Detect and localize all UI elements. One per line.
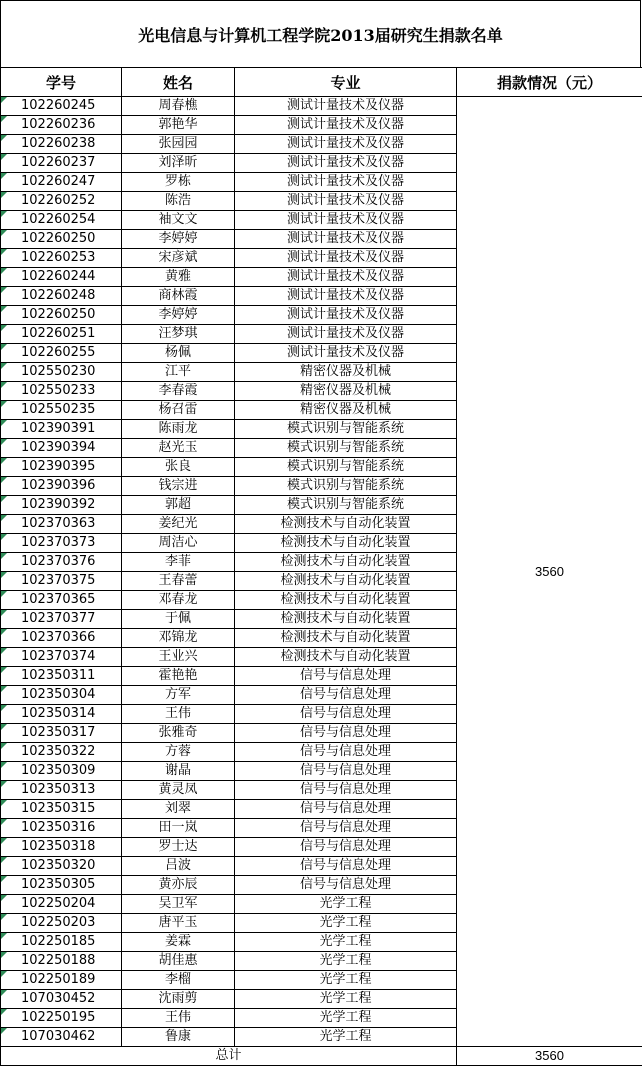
number-stored-as-text-indicator-icon: [1, 781, 7, 787]
header-student-id[interactable]: 学号: [1, 68, 122, 97]
student-id-text: 102350305: [21, 877, 96, 892]
student-id-text: 102260238: [21, 136, 96, 151]
student-id-cell[interactable]: [1, 686, 122, 705]
student-name-cell[interactable]: 刘泽昕: [122, 154, 235, 173]
student-name-cell[interactable]: 姜霖: [122, 933, 235, 952]
student-id-cell[interactable]: [1, 268, 122, 287]
number-stored-as-text-indicator-icon: [1, 610, 7, 616]
major-cell[interactable]: 精密仪器及机械: [235, 363, 457, 382]
major-cell[interactable]: 信号与信息处理: [235, 819, 457, 838]
student-id-cell[interactable]: [1, 382, 122, 401]
student-id-cell[interactable]: [1, 135, 122, 154]
student-id-text: 102350313: [21, 782, 96, 797]
student-id-text: 102370377: [21, 611, 96, 626]
student-name-cell[interactable]: 谢晶: [122, 762, 235, 781]
number-stored-as-text-indicator-icon: [1, 401, 7, 407]
student-id-text: 102250203: [21, 915, 96, 930]
student-id-cell[interactable]: [1, 97, 122, 116]
student-id-text: 102350322: [21, 744, 96, 759]
student-id-text: 102350320: [21, 858, 96, 873]
student-id-text: 102260245: [21, 98, 96, 113]
student-id-text: 102260252: [21, 193, 96, 208]
student-name-cell[interactable]: 于佩: [122, 610, 235, 629]
major-cell[interactable]: 光学工程: [235, 1028, 457, 1047]
student-name-cell[interactable]: 罗士达: [122, 838, 235, 857]
student-id-cell[interactable]: [1, 781, 122, 800]
student-id-cell[interactable]: [1, 496, 122, 515]
student-name-cell[interactable]: 黄雅: [122, 268, 235, 287]
student-id-cell[interactable]: [1, 515, 122, 534]
student-id-cell[interactable]: [1, 1009, 122, 1028]
total-label-cell[interactable]: 总计: [1, 1047, 457, 1066]
number-stored-as-text-indicator-icon: [1, 629, 7, 635]
major-cell[interactable]: 测试计量技术及仪器: [235, 306, 457, 325]
student-name-cell[interactable]: 张良: [122, 458, 235, 477]
student-name-cell[interactable]: 赵光玉: [122, 439, 235, 458]
major-cell[interactable]: 测试计量技术及仪器: [235, 211, 457, 230]
number-stored-as-text-indicator-icon: [1, 173, 7, 179]
number-stored-as-text-indicator-icon: [1, 971, 7, 977]
major-cell[interactable]: 信号与信息处理: [235, 857, 457, 876]
major-cell[interactable]: 精密仪器及机械: [235, 401, 457, 420]
student-name-cell[interactable]: 李春霞: [122, 382, 235, 401]
number-stored-as-text-indicator-icon: [1, 97, 7, 103]
student-id-cell[interactable]: [1, 800, 122, 819]
student-id-text: 102350318: [21, 839, 96, 854]
major-cell[interactable]: 测试计量技术及仪器: [235, 116, 457, 135]
student-name-cell[interactable]: 杨佩: [122, 344, 235, 363]
number-stored-as-text-indicator-icon: [1, 724, 7, 730]
student-name-cell[interactable]: 周春樵: [122, 97, 235, 116]
major-cell[interactable]: 信号与信息处理: [235, 686, 457, 705]
number-stored-as-text-indicator-icon: [1, 572, 7, 578]
student-id-text: 102250185: [21, 934, 96, 949]
number-stored-as-text-indicator-icon: [1, 116, 7, 122]
number-stored-as-text-indicator-icon: [1, 990, 7, 996]
student-id-cell[interactable]: [1, 553, 122, 572]
student-id-cell[interactable]: [1, 591, 122, 610]
student-name-cell[interactable]: 钱宗进: [122, 477, 235, 496]
number-stored-as-text-indicator-icon: [1, 325, 7, 331]
student-name-cell[interactable]: 邓春龙: [122, 591, 235, 610]
major-cell[interactable]: 测试计量技术及仪器: [235, 154, 457, 173]
number-stored-as-text-indicator-icon: [1, 686, 7, 692]
student-id-text: 102260254: [21, 212, 96, 227]
number-stored-as-text-indicator-icon: [1, 249, 7, 255]
major-cell[interactable]: 检测技术与自动化装置: [235, 629, 457, 648]
major-cell[interactable]: 检测技术与自动化装置: [235, 591, 457, 610]
student-id-text: 102350316: [21, 820, 96, 835]
student-id-text: 102260236: [21, 117, 96, 132]
student-id-text: 102250189: [21, 972, 96, 987]
major-cell[interactable]: 光学工程: [235, 895, 457, 914]
major-cell[interactable]: 测试计量技术及仪器: [235, 249, 457, 268]
student-id-cell[interactable]: [1, 724, 122, 743]
student-id-text: 102370365: [21, 592, 96, 607]
number-stored-as-text-indicator-icon: [1, 363, 7, 369]
number-stored-as-text-indicator-icon: [1, 287, 7, 293]
major-cell[interactable]: 光学工程: [235, 971, 457, 990]
student-id-cell[interactable]: [1, 287, 122, 306]
student-id-text: 102370366: [21, 630, 96, 645]
student-name-cell[interactable]: 商林霞: [122, 287, 235, 306]
major-cell[interactable]: 光学工程: [235, 933, 457, 952]
number-stored-as-text-indicator-icon: [1, 952, 7, 958]
student-id-cell[interactable]: [1, 534, 122, 553]
student-name-cell[interactable]: 王伟: [122, 705, 235, 724]
student-id-cell[interactable]: [1, 819, 122, 838]
student-name-cell[interactable]: 李榴: [122, 971, 235, 990]
student-id-cell[interactable]: [1, 648, 122, 667]
number-stored-as-text-indicator-icon: [1, 135, 7, 141]
number-stored-as-text-indicator-icon: [1, 762, 7, 768]
student-id-cell[interactable]: [1, 154, 122, 173]
student-id-text: 102260250: [21, 231, 96, 246]
student-name-cell[interactable]: 唐平玉: [122, 914, 235, 933]
student-name-cell[interactable]: 郭艳华: [122, 116, 235, 135]
number-stored-as-text-indicator-icon: [1, 439, 7, 445]
student-name-cell[interactable]: 田一岚: [122, 819, 235, 838]
number-stored-as-text-indicator-icon: [1, 553, 7, 559]
student-id-cell[interactable]: [1, 876, 122, 895]
header-donation[interactable]: 捐款情况（元）: [457, 68, 642, 97]
major-cell[interactable]: 检测技术与自动化装置: [235, 610, 457, 629]
student-name-cell[interactable]: 黄灵凤: [122, 781, 235, 800]
major-cell[interactable]: 检测技术与自动化装置: [235, 648, 457, 667]
header-major[interactable]: 专业: [235, 68, 457, 97]
student-id-cell[interactable]: [1, 857, 122, 876]
student-id-cell[interactable]: [1, 477, 122, 496]
student-id-text: 102370376: [21, 554, 96, 569]
student-id-text: 102260253: [21, 250, 96, 265]
page-title: 光电信息与计算机工程学院2013届研究生捐款名单: [0, 0, 641, 67]
student-id-cell[interactable]: [1, 762, 122, 781]
student-id-cell[interactable]: [1, 667, 122, 686]
major-cell[interactable]: 光学工程: [235, 990, 457, 1009]
student-name-cell[interactable]: 刘翠: [122, 800, 235, 819]
student-name-cell[interactable]: 黄亦辰: [122, 876, 235, 895]
student-id-text: 102550235: [21, 402, 96, 417]
number-stored-as-text-indicator-icon: [1, 648, 7, 654]
number-stored-as-text-indicator-icon: [1, 154, 7, 160]
student-id-cell[interactable]: [1, 116, 122, 135]
student-id-cell[interactable]: [1, 325, 122, 344]
student-name-cell[interactable]: 霍艳艳: [122, 667, 235, 686]
major-cell[interactable]: 信号与信息处理: [235, 705, 457, 724]
student-id-text: 102390391: [21, 421, 96, 436]
student-id-text: 107030452: [21, 991, 96, 1006]
major-cell[interactable]: 测试计量技术及仪器: [235, 287, 457, 306]
student-id-cell[interactable]: [1, 344, 122, 363]
major-cell[interactable]: 信号与信息处理: [235, 838, 457, 857]
major-cell[interactable]: 测试计量技术及仪器: [235, 230, 457, 249]
student-id-text: 102250195: [21, 1010, 96, 1025]
student-id-cell[interactable]: [1, 230, 122, 249]
number-stored-as-text-indicator-icon: [1, 211, 7, 217]
student-name-cell[interactable]: 李菲: [122, 553, 235, 572]
major-cell[interactable]: 精密仪器及机械: [235, 382, 457, 401]
donation-amount-merged-cell[interactable]: 3560: [457, 97, 642, 1047]
student-name-cell[interactable]: 吕波: [122, 857, 235, 876]
student-id-cell[interactable]: [1, 952, 122, 971]
student-id-text: 102350311: [21, 668, 96, 683]
student-name-cell[interactable]: 邓锦龙: [122, 629, 235, 648]
student-id-text: 102250188: [21, 953, 96, 968]
student-id-text: 102260244: [21, 269, 96, 284]
major-cell[interactable]: 信号与信息处理: [235, 743, 457, 762]
student-name-cell[interactable]: 陈雨龙: [122, 420, 235, 439]
table-row: [1, 97, 642, 116]
student-name-cell[interactable]: 李婷婷: [122, 230, 235, 249]
number-stored-as-text-indicator-icon: [1, 667, 7, 673]
student-id-text: 102350314: [21, 706, 96, 721]
total-value-cell[interactable]: 3560: [457, 1047, 642, 1066]
student-name-cell[interactable]: 陈浩: [122, 192, 235, 211]
student-id-cell[interactable]: [1, 838, 122, 857]
number-stored-as-text-indicator-icon: [1, 477, 7, 483]
number-stored-as-text-indicator-icon: [1, 344, 7, 350]
student-id-cell[interactable]: [1, 306, 122, 325]
student-name-cell[interactable]: 张雅奇: [122, 724, 235, 743]
donation-table: [0, 67, 642, 1066]
number-stored-as-text-indicator-icon: [1, 800, 7, 806]
student-name-cell[interactable]: 李婷婷: [122, 306, 235, 325]
major-cell[interactable]: 信号与信息处理: [235, 800, 457, 819]
student-name-cell[interactable]: 王春蕾: [122, 572, 235, 591]
number-stored-as-text-indicator-icon: [1, 496, 7, 502]
student-id-cell[interactable]: [1, 914, 122, 933]
student-id-cell[interactable]: [1, 363, 122, 382]
student-id-text: 102390392: [21, 497, 96, 512]
student-id-text: 102550233: [21, 383, 96, 398]
student-id-text: 102260247: [21, 174, 96, 189]
student-name-cell[interactable]: 姜纪光: [122, 515, 235, 534]
number-stored-as-text-indicator-icon: [1, 933, 7, 939]
student-id-cell[interactable]: [1, 249, 122, 268]
number-stored-as-text-indicator-icon: [1, 819, 7, 825]
student-id-text: 102370375: [21, 573, 96, 588]
student-id-text: 102260255: [21, 345, 96, 360]
student-id-text: 102350304: [21, 687, 96, 702]
major-cell[interactable]: 模式识别与智能系统: [235, 458, 457, 477]
student-name-cell[interactable]: 方蓉: [122, 743, 235, 762]
student-id-text: 102370373: [21, 535, 96, 550]
student-id-cell[interactable]: [1, 1028, 122, 1047]
student-name-cell[interactable]: 汪梦琪: [122, 325, 235, 344]
major-cell[interactable]: 信号与信息处理: [235, 667, 457, 686]
student-id-cell[interactable]: [1, 971, 122, 990]
student-id-text: 102390394: [21, 440, 96, 455]
student-name-cell[interactable]: 周洁心: [122, 534, 235, 553]
student-id-cell[interactable]: [1, 420, 122, 439]
student-id-text: 102370374: [21, 649, 96, 664]
student-id-text: 107030462: [21, 1029, 96, 1044]
student-name-cell[interactable]: 江平: [122, 363, 235, 382]
number-stored-as-text-indicator-icon: [1, 534, 7, 540]
student-id-text: 102350309: [21, 763, 96, 778]
major-cell[interactable]: 光学工程: [235, 952, 457, 971]
number-stored-as-text-indicator-icon: [1, 914, 7, 920]
major-cell[interactable]: 光学工程: [235, 1009, 457, 1028]
student-id-cell[interactable]: [1, 173, 122, 192]
student-name-cell[interactable]: 王业兴: [122, 648, 235, 667]
student-id-text: 102350315: [21, 801, 96, 816]
number-stored-as-text-indicator-icon: [1, 420, 7, 426]
major-cell[interactable]: 测试计量技术及仪器: [235, 268, 457, 287]
student-id-text: 102350317: [21, 725, 96, 740]
major-cell[interactable]: 检测技术与自动化装置: [235, 515, 457, 534]
major-cell[interactable]: 测试计量技术及仪器: [235, 344, 457, 363]
number-stored-as-text-indicator-icon: [1, 230, 7, 236]
student-id-cell[interactable]: [1, 629, 122, 648]
student-id-text: 102260248: [21, 288, 96, 303]
student-id-cell[interactable]: [1, 401, 122, 420]
student-name-cell[interactable]: 沈雨剪: [122, 990, 235, 1009]
major-cell[interactable]: 光学工程: [235, 914, 457, 933]
student-id-text: 102390395: [21, 459, 96, 474]
student-id-cell[interactable]: [1, 933, 122, 952]
major-cell[interactable]: 模式识别与智能系统: [235, 439, 457, 458]
major-cell[interactable]: 检测技术与自动化装置: [235, 572, 457, 591]
student-id-cell[interactable]: [1, 743, 122, 762]
major-cell[interactable]: 测试计量技术及仪器: [235, 135, 457, 154]
student-id-cell[interactable]: [1, 572, 122, 591]
student-name-cell[interactable]: 胡佳惠: [122, 952, 235, 971]
number-stored-as-text-indicator-icon: [1, 705, 7, 711]
number-stored-as-text-indicator-icon: [1, 515, 7, 521]
major-cell[interactable]: 测试计量技术及仪器: [235, 97, 457, 116]
number-stored-as-text-indicator-icon: [1, 306, 7, 312]
number-stored-as-text-indicator-icon: [1, 591, 7, 597]
number-stored-as-text-indicator-icon: [1, 876, 7, 882]
student-name-cell[interactable]: 宋彦斌: [122, 249, 235, 268]
student-name-cell[interactable]: 郭超: [122, 496, 235, 515]
major-cell[interactable]: 信号与信息处理: [235, 762, 457, 781]
student-id-text: 102260250: [21, 307, 96, 322]
student-id-cell[interactable]: [1, 705, 122, 724]
header-row: [1, 68, 642, 97]
number-stored-as-text-indicator-icon: [1, 857, 7, 863]
student-id-text: 102260237: [21, 155, 96, 170]
major-cell[interactable]: 信号与信息处理: [235, 876, 457, 895]
student-id-cell[interactable]: [1, 192, 122, 211]
student-id-text: 102370363: [21, 516, 96, 531]
student-id-text: 102250204: [21, 896, 96, 911]
major-cell[interactable]: 模式识别与智能系统: [235, 420, 457, 439]
student-id-cell[interactable]: [1, 990, 122, 1009]
major-cell[interactable]: 检测技术与自动化装置: [235, 534, 457, 553]
number-stored-as-text-indicator-icon: [1, 743, 7, 749]
student-name-cell[interactable]: 杨召雷: [122, 401, 235, 420]
header-name[interactable]: 姓名: [122, 68, 235, 97]
student-id-cell[interactable]: [1, 610, 122, 629]
student-name-cell[interactable]: 袖文文: [122, 211, 235, 230]
number-stored-as-text-indicator-icon: [1, 382, 7, 388]
student-id-cell[interactable]: [1, 458, 122, 477]
number-stored-as-text-indicator-icon: [1, 1028, 7, 1034]
major-cell[interactable]: 信号与信息处理: [235, 724, 457, 743]
student-name-cell[interactable]: 张园园: [122, 135, 235, 154]
student-id-text: 102260251: [21, 326, 96, 341]
student-name-cell[interactable]: 罗栋: [122, 173, 235, 192]
number-stored-as-text-indicator-icon: [1, 458, 7, 464]
student-id-cell[interactable]: [1, 211, 122, 230]
total-row: [1, 1047, 642, 1066]
student-id-text: 102550230: [21, 364, 96, 379]
major-cell[interactable]: 模式识别与智能系统: [235, 496, 457, 515]
student-id-text: 102390396: [21, 478, 96, 493]
number-stored-as-text-indicator-icon: [1, 895, 7, 901]
number-stored-as-text-indicator-icon: [1, 192, 7, 198]
number-stored-as-text-indicator-icon: [1, 838, 7, 844]
major-cell[interactable]: 测试计量技术及仪器: [235, 173, 457, 192]
student-name-cell[interactable]: 王伟: [122, 1009, 235, 1028]
student-id-cell[interactable]: [1, 439, 122, 458]
number-stored-as-text-indicator-icon: [1, 268, 7, 274]
student-id-cell[interactable]: [1, 895, 122, 914]
number-stored-as-text-indicator-icon: [1, 1009, 7, 1015]
student-name-cell[interactable]: 鲁康: [122, 1028, 235, 1047]
major-cell[interactable]: 模式识别与智能系统: [235, 477, 457, 496]
major-cell[interactable]: 测试计量技术及仪器: [235, 325, 457, 344]
major-cell[interactable]: 信号与信息处理: [235, 781, 457, 800]
student-name-cell[interactable]: 吴卫军: [122, 895, 235, 914]
major-cell[interactable]: 测试计量技术及仪器: [235, 192, 457, 211]
major-cell[interactable]: 检测技术与自动化装置: [235, 553, 457, 572]
student-name-cell[interactable]: 方军: [122, 686, 235, 705]
